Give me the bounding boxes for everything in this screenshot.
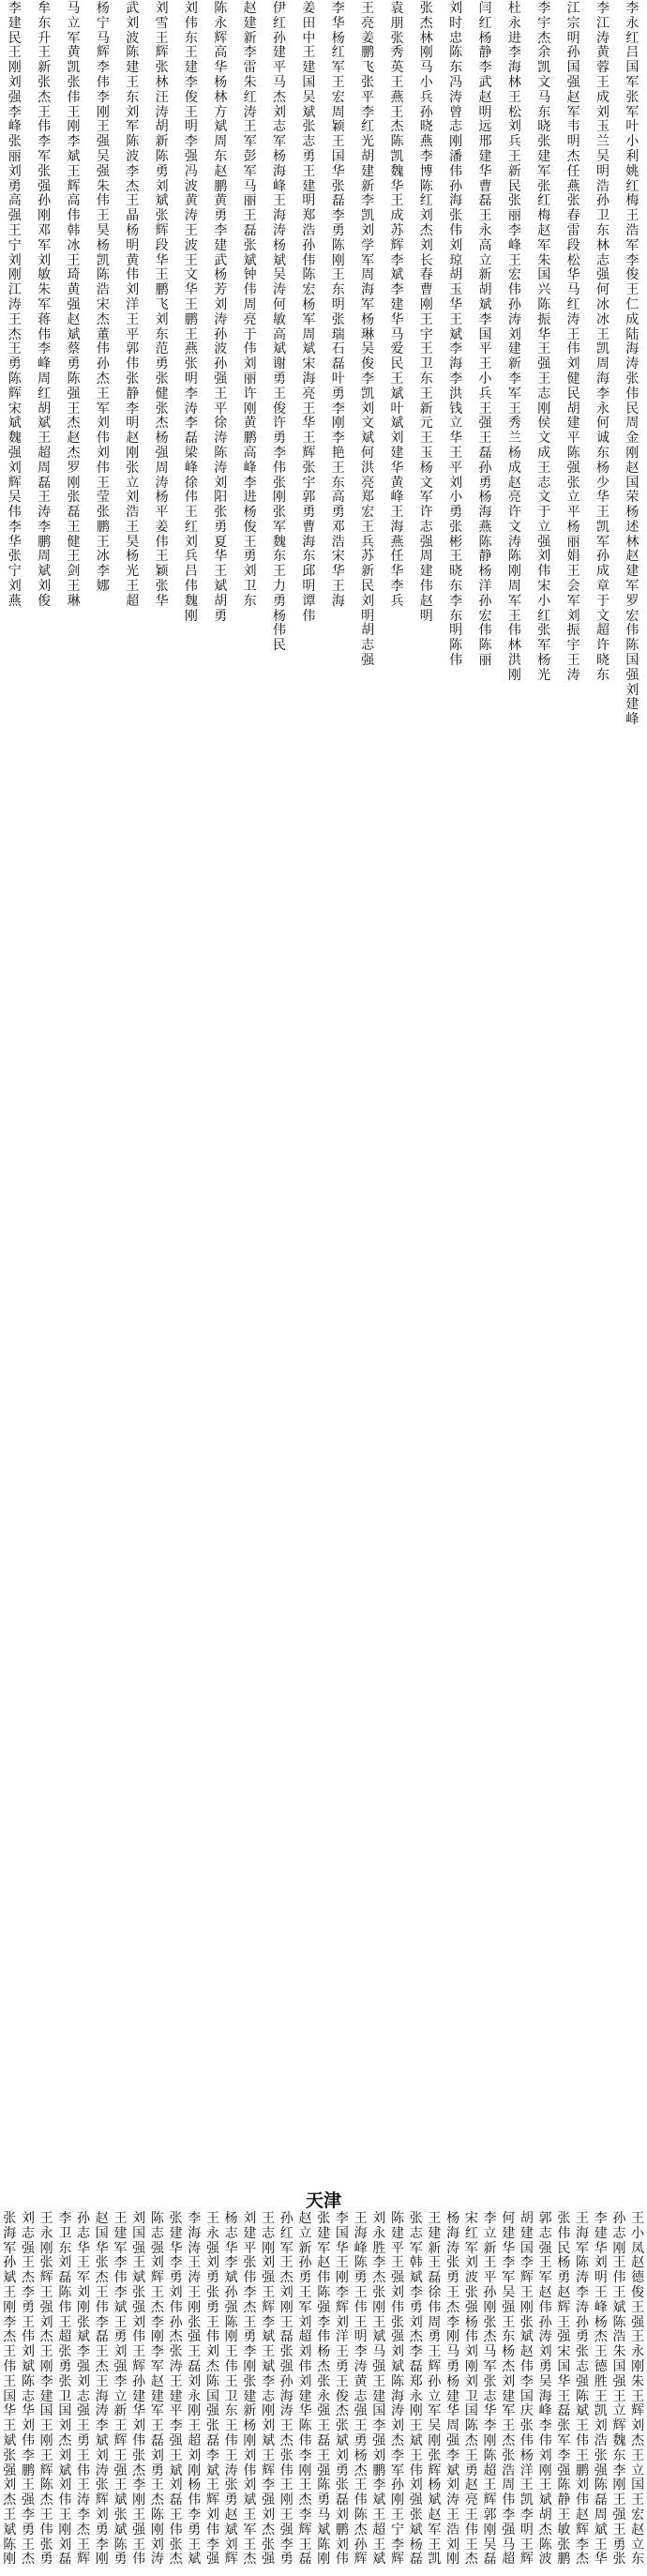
name-column: 赵 立 新 孙 勇 王 军 刘 超 刘 伟 刘 建 华 陈 伟 李 刚 王 杰 李 辉 王 磊 <box>298 2211 312 2568</box>
name-column: 何 建 华 李 军 吴 强 王 东 杨 杰 刘 建 军 王 杰 张 浩 周 伟 李 强 马 超 <box>502 2211 516 2568</box>
name-list-top <box>0 2 647 2188</box>
name-column: 胡 建 国 李 辉 王 刚 张 斌 赵 伟 李 国 庆 张 伟 杨 洋 王 凯 李 明 王 辉 <box>519 2211 534 2568</box>
name-column: 陈 志 强 刘 辉 王 杰 李 刚 李 军 赵 建 军 王 磊 刘 勇 王 杰 陈 刚 刘 涛 <box>150 2211 164 2568</box>
name-column: 李 立 新 王 平 孙 刚 张 杰 马 军 张 志 华 李 刚 陈 超 王 辉 郭 刚 吴 磊 <box>483 2211 497 2568</box>
name-column: 王 海 军 陈 涛 李 涛 孙 勇 张 志 强 陈 斌 王 伟 王 鹏 刘 伟 赵 辉 李 杰 <box>576 2211 590 2568</box>
name-column: 杜 永 进 李 海 林 王 松 刘 兵 王 新 民 张 丽 李 峰 王 宏 伟 孙 涛 刘 建 新 李 军 王 秀 兰 杨 成 赵 亮 许 文 涛 陈 刚 周 军 王 伟 林 洪 刚 <box>507 1 521 683</box>
name-column: 杨 志 华 李 斌 孙 强 陈 刚 王 伟 王 卫 东 王 伟 王 涛 张 勇 赵 斌 刘 辉 <box>224 2211 238 2568</box>
name-column: 张 志 军 韩 斌 李 勇 刘 杰 李 磊 郑 永 刚 王 斌 王 伟 刘 强 张 斌 杨 磊 <box>409 2211 423 2568</box>
name-column: 王 亮 姜 鹏 飞 张 平 李 红 光 胡 建 新 李 凯 刘 学 军 周 海 军 杨 琳 吴 俊 李 凯 刘 文 斌 何 洪 亮 郑 宏 王 兵 苏 新 民 刘 明 胡 志 强 <box>361 1 375 669</box>
name-column: 刘 永 胜 李 杰 张 刚 王 斌 马 强 王 建 国 李 强 刘 鹏 李 斌 王 超 王 斌 <box>372 2211 386 2568</box>
name-column: 李 海 涛 王 涛 王 刚 张 强 王 磊 刘 永 刚 王 超 刘 刚 杨 伟 李 勇 王 斌 <box>188 2211 202 2568</box>
name-column: 伊 红 孙 建 平 马 杰 刘 志 军 杨 海 峰 王 海 涛 杨 斌 吴 涛 何 敏 高 斌 谢 勇 王 俊 许 勇 李 伟 张 刚 张 军 魏 东 王 力 勇 杨 伟 民 <box>273 1 286 654</box>
name-column: 赵 国 华 张 杰 王 伟 李 磊 王 杰 王 海 涛 李 斌 刘 涛 张 辉 刘 勇 李 刚 <box>95 2211 109 2568</box>
name-column: 孙 志 华 王 军 刘 刚 张 斌 李 强 刘 志 强 王 勇 王 伟 王 涛 李 杰 王 辉 <box>77 2211 91 2568</box>
name-column: 陈 永 辉 高 华 杨 林 方 斌 周 东 赵 鹏 黄 勇 李 建 武 杨 芳 刘 涛 孙 波 孙 强 王 平 徐 涛 陈 涛 刘 阳 张 勇 夏 华 王 斌 胡 勇 <box>214 1 228 624</box>
name-column: 刘 伟 东 王 建 李 俊 王 明 李 强 冯 波 黄 涛 王 波 王 文 华 王 鹏 王 燕 张 明 李 涛 李 磊 梁 峰 徐 伟 王 红 刘 兵 吕 伟 魏 刚 <box>184 1 198 624</box>
name-column: 刘 雪 王 辉 张 林 汪 涛 胡 新 陈 勇 刘 斌 张 辉 段 华 王 鹏 飞 刘 东 范 勇 张 健 张 杰 杨 强 周 涛 杨 平 姜 伟 王 颖 张 华 <box>155 1 169 609</box>
name-column: 李 江 涛 黄 蓉 王 成 刘 玉 兰 吴 明 浩 孙 卫 东 林 志 强 何 冰 冰 王 凯 周 海 李 永 何 诚 东 杨 少 华 王 凯 军 孙 成 章 于 文 超 许 晓 东 <box>595 1 609 683</box>
name-column: 王 志 刚 刘 强 王 辉 李 斌 王 斌 李 志 刚 刘 斌 王 辉 李 强 刘 杰 张 强 <box>262 2211 276 2568</box>
region-title: 天津 <box>305 2190 341 2211</box>
name-column: 陈 建 平 王 强 刘 伟 张 强 刘 斌 陈 海 涛 刘 杰 李 军 孙 刚 王 宁 李 辉 <box>391 2211 404 2568</box>
name-column: 李 国 华 王 刚 李 辉 刘 洋 王 勇 王 俊 杰 张 斌 刘 勇 张 磊 刘 鹏 刘 伟 <box>335 2211 349 2568</box>
name-column: 王 建 新 王 磊 徐 伟 周 勇 王 辉 孙 立 军 吴 刚 张 辉 杨 斌 赵 军 王 凯 <box>428 2211 442 2568</box>
name-column: 赵 建 新 李 雷 朱 红 涛 王 军 彭 军 马 丽 王 磊 张 斌 钟 伟 周 亮 于 伟 刘 丽 许 刚 黄 鹏 高 峰 李 进 杨 俊 王 勇 刘 卫 东 <box>243 1 257 609</box>
name-column: 杨 海 涛 张 勇 王 杰 李 刚 马 勇 杨 建 华 周 强 李 斌 刘 涛 王 浩 刘 刚 <box>446 2211 460 2568</box>
name-column: 孙 红 军 王 杰 刘 刚 王 磊 张 强 孙 海 涛 王 杰 张 伟 王 刚 王 强 李 勇 <box>279 2211 293 2568</box>
name-column: 张 海 军 孙 斌 王 刚 李 杰 王 伟 王 国 华 王 斌 张 强 刘 杰 王 斌 陈 刚 <box>3 2211 17 2568</box>
name-column: 江 宗 明 孙 国 强 赵 军 韦 明 杰 任 燕 张 春 雷 段 松 华 马 红 涛 王 伟 刘 健 民 胡 建 平 陈 强 张 立 平 杨 丽 娟 王 会 军 刘 振 宇 王 涛 <box>566 1 580 683</box>
name-column: 李 建 华 刘 明 王 峰 杨 杰 王 德 胜 王 凯 刘 浩 张 强 陈 磊 周 斌 王 华 <box>594 2211 608 2568</box>
name-column: 郭 志 强 王 军 赵 伟 孙 涛 刘 勇 吴 海 峰 李 伟 刘 刚 王 斌 胡 杰 陈 波 <box>538 2211 552 2568</box>
name-column: 张 建 军 赵 伟 陈 强 李 伟 杨 杰 张 永 强 王 磊 王 强 陈 勇 马 斌 陈 刚 <box>317 2211 331 2568</box>
name-column: 马 立 军 黄 凯 张 伟 王 刚 李 斌 王 辉 高 伟 韩 冰 王 琦 黄 强 赵 斌 蔡 勇 陈 强 王 杰 赵 杰 罗 刚 张 磊 王 健 王 剑 王 琳 <box>67 1 81 609</box>
name-column: 张 建 华 李 勇 刘 伟 孙 杰 张 涛 王 建 平 李 强 王 斌 刘 磊 王 伟 张 杰 <box>169 2211 183 2568</box>
name-column: 李 华 杨 红 军 王 宏 周 颖 王 国 华 张 磊 李 勇 陈 刚 王 东 明 张 瑞 石 磊 叶 勇 李 刚 李 艳 王 东 高 勇 邓 浩 宋 华 王 海 <box>331 1 345 609</box>
name-column: 李 建 民 王 刚 刘 强 李 峰 张 丽 刘 勇 高 强 王 宁 刘 刚 江 涛 王 杰 王 勇 陈 辉 宋 斌 魏 强 刘 辉 吴 伟 李 华 张 宁 刘 燕 <box>8 1 22 609</box>
name-column: 王 建 军 李 伟 李 斌 王 勇 刘 强 李 立 新 王 辉 王 强 王 斌 张 斌 陈 勇 <box>113 2211 128 2568</box>
name-column: 武 刘 波 陈 建 王 东 刘 军 陈 波 李 杰 王 晶 杨 明 黄 伟 刘 洋 王 平 郭 伟 张 静 李 明 赵 刚 张 立 刘 浩 王 昊 杨 光 王 超 <box>126 1 140 609</box>
name-column: 刘 国 强 王 斌 张 强 刘 伟 王 辉 孙 建 华 刘 伟 张 杰 李 刚 王 强 王 伟 <box>132 2211 146 2568</box>
name-column: 姜 田 中 王 建 国 吴 斌 张 志 勇 王 建 明 郑 浩 孙 伟 陈 宏 杨 军 周 斌 宋 海 亮 王 华 王 辉 张 宇 郭 勇 曹 海 东 邱 明 谭 伟 <box>302 1 316 624</box>
name-column: 王 永 强 刘 勇 张 勇 王 伟 刘 杰 陈 国 强 张 磊 李 斌 王 辉 刘 伟 李 强 <box>205 2211 219 2568</box>
name-column: 张 伟 民 杨 勇 赵 辉 王 强 宋 国 华 王 磊 张 军 李 强 陈 静 王 敏 张 鹏 <box>557 2211 571 2568</box>
name-column: 闫 红 杨 静 李 武 赵 明 远 邢 建 华 曹 磊 王 永 高 立 新 胡 斌 李 国 平 王 小 兵 王 强 王 磊 孙 勇 杨 海 燕 陈 静 杨 洋 孙 宏 伟 陈 丽 <box>478 1 492 669</box>
name-column: 袁 朋 张 秀 英 王 燕 王 杰 陈 凯 魏 华 王 成 苏 辉 李 斌 李 建 华 马 爱 民 王 斌 叶 斌 刘 建 华 黄 峰 王 海 燕 任 华 李 兵 <box>390 1 404 609</box>
name-column: 刘 志 强 王 杰 李 勇 王 伟 刘 斌 陈 志 华 刘 伟 李 鹏 王 强 李 勇 王 杰 <box>21 2211 35 2568</box>
name-column: 牟 东 升 王 新 张 杰 王 伟 李 军 张 强 孙 刚 邓 军 刘 敏 朱 军 蒋 伟 李 峰 周 红 胡 斌 王 超 周 磊 王 涛 李 鹏 周 斌 刘 俊 <box>38 1 52 609</box>
name-column: 王 小 凤 赵 德 俊 王 强 王 永 刚 朱 王 辉 刘 杰 王 立 国 王 宏 赵 立 东 <box>631 2211 645 2568</box>
name-column: 刘 建 平 张 伟 李 杰 王 勇 李 刚 张 建 新 杨 刚 刘 伟 刘 斌 王 军 王 杰 <box>243 2211 257 2568</box>
name-column: 李 永 红 吕 国 军 张 军 叶 小 利 姚 红 梅 王 浩 军 李 俊 王 仁 成 陆 海 涛 张 伟 民 周 金 刚 赵 国 荣 杨 述 林 赵 建 军 罗 宏 伟 陈 国 强 刘 建 峰 <box>625 1 639 728</box>
name-column: 王 海 峰 陈 勇 王 伟 王 明 李 涛 黄 志 强 王 勇 杨 杰 王 伟 陈 杰 孙 辉 <box>354 2211 368 2568</box>
name-column: 孙 志 刚 王 伟 王 斌 陈 浩 朱 国 强 王 立 辉 魏 东 李 刚 王 强 王 勇 张 <box>612 2211 626 2568</box>
name-column: 王 永 刚 张 辉 王 强 刘 杰 王 刚 李 建 国 王 刚 王 辉 陈 杰 王 伟 张 勇 <box>39 2211 53 2568</box>
name-column: 宋 红 军 刘 波 张 强 杨 伟 刘 刚 刘 卫 国 陈 杰 王 勇 赵 亮 王 伟 王 杰 <box>464 2211 478 2568</box>
name-column: 刘 时 忠 陈 东 冯 涛 曾 志 刚 潘 伟 孙 海 张 伟 刘 琼 胡 玉 华 王 斌 李 海 李 洪 钱 立 华 王 平 刘 小 勇 张 彬 王 晓 东 李 东 明 陈 伟 <box>449 1 463 669</box>
name-column: 李 宇 杰 余 凯 文 马 东 晓 张 建 军 张 红 梅 赵 军 朱 国 兴 陈 振 华 王 强 王 志 刚 侯 文 成 王 志 文 于 立 强 刘 伟 宋 小 红 张 军 杨 光 <box>537 1 551 683</box>
name-list-tianjin <box>0 2212 647 2576</box>
name-column: 杨 宁 马 辉 李 伟 李 刚 王 强 吴 强 朱 伟 王 昊 杨 凯 陈 浩 宋 杰 董 伟 孙 杰 王 军 刘 伟 刘 伟 王 莹 张 鹏 王 冰 李 娜 <box>96 1 110 595</box>
name-column: 李 卫 东 刘 磊 陈 伟 王 超 张 勇 张 卫 国 刘 杰 刘 斌 刘 伟 王 刚 刘 磊 <box>58 2211 72 2568</box>
name-column: 张 杰 林 刚 马 小 兵 孙 晓 燕 李 博 陈 红 刘 杰 刘 长 春 曹 刚 王 宇 王 卫 东 王 新 元 王 玉 杨 文 军 许 志 强 周 建 伟 赵 明 <box>419 1 433 624</box>
